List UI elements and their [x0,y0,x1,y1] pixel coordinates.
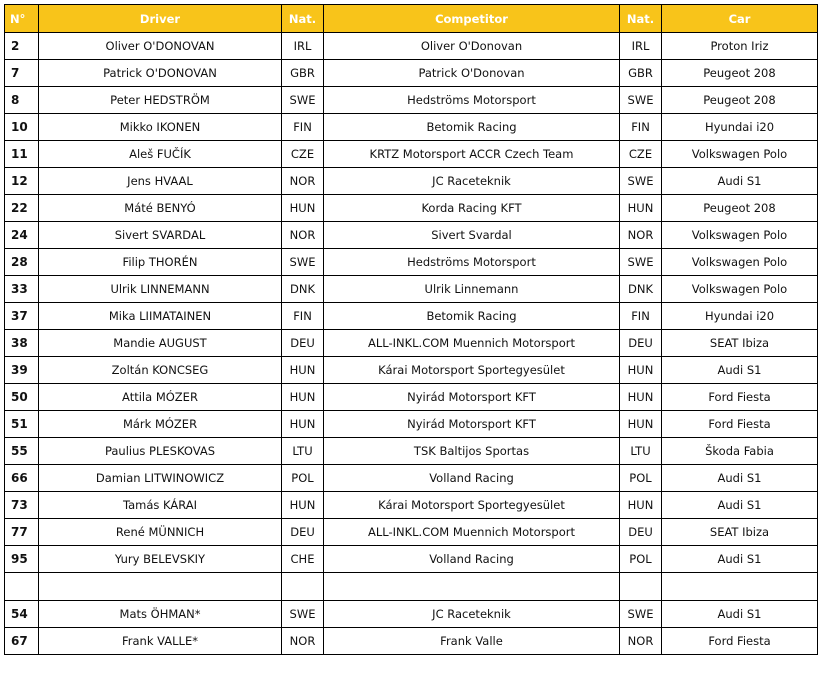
cell-car: SEAT Ibiza [662,519,818,546]
cell-competitor-nationality: SWE [620,168,662,195]
cell-number: 22 [5,195,39,222]
cell-number: 11 [5,141,39,168]
cell-car: Ford Fiesta [662,628,818,655]
table-row [5,573,818,601]
cell-competitor: JC Raceteknik [324,601,620,628]
cell-driver-nationality: NOR [282,628,324,655]
header-driver-nationality: Nat. [282,5,324,33]
cell-driver-nationality: SWE [282,87,324,114]
table-row [5,384,818,411]
cell-car: Volkswagen Polo [662,141,818,168]
cell-driver: Yury BELEVSKIY [39,546,282,573]
cell-number: 8 [5,87,39,114]
cell-competitor-nationality: POL [620,546,662,573]
cell-driver-nationality: HUN [282,411,324,438]
cell-car: Volkswagen Polo [662,276,818,303]
cell-driver-nationality: HUN [282,384,324,411]
cell-car: SEAT Ibiza [662,330,818,357]
cell-competitor-nationality: HUN [620,411,662,438]
cell-driver-nationality: CZE [282,141,324,168]
cell-driver-nationality: GBR [282,60,324,87]
cell-car: Peugeot 208 [662,195,818,222]
cell-competitor: ALL-INKL.COM Muennich Motorsport [324,330,620,357]
cell-competitor: Kárai Motorsport Sportegyesület [324,492,620,519]
cell-competitor: ALL-INKL.COM Muennich Motorsport [324,519,620,546]
cell-driver-nationality: IRL [282,33,324,60]
table-row [5,411,818,438]
cell-car: Peugeot 208 [662,87,818,114]
cell-car: Audi S1 [662,168,818,195]
table-row [5,168,818,195]
cell-competitor-nationality: POL [620,465,662,492]
cell-driver-nationality: HUN [282,195,324,222]
cell-number: 39 [5,357,39,384]
header-row [5,5,818,33]
entry-list-table-container [4,4,818,655]
header-driver: Driver [39,5,282,33]
cell-car: Hyundai i20 [662,303,818,330]
cell-car: Audi S1 [662,601,818,628]
cell-car [662,573,818,601]
cell-competitor-nationality: GBR [620,60,662,87]
cell-competitor-nationality: DEU [620,519,662,546]
cell-competitor: Korda Racing KFT [324,195,620,222]
cell-competitor: Kárai Motorsport Sportegyesület [324,357,620,384]
cell-car: Audi S1 [662,492,818,519]
cell-car: Audi S1 [662,465,818,492]
cell-competitor-nationality: NOR [620,222,662,249]
cell-driver-nationality: HUN [282,357,324,384]
cell-competitor-nationality: CZE [620,141,662,168]
cell-number: 77 [5,519,39,546]
cell-competitor: Betomik Racing [324,303,620,330]
cell-number: 7 [5,60,39,87]
cell-competitor [324,573,620,601]
cell-driver: Mika LIIMATAINEN [39,303,282,330]
cell-driver-nationality: SWE [282,601,324,628]
table-row [5,33,818,60]
cell-competitor: KRTZ Motorsport ACCR Czech Team [324,141,620,168]
cell-number [5,573,39,601]
table-row [5,357,818,384]
cell-competitor: Volland Racing [324,546,620,573]
cell-competitor-nationality: HUN [620,384,662,411]
cell-driver-nationality: POL [282,465,324,492]
cell-competitor: Ulrik Linnemann [324,276,620,303]
cell-competitor-nationality: SWE [620,87,662,114]
cell-driver: Paulius PLESKOVAS [39,438,282,465]
cell-number: 67 [5,628,39,655]
cell-car: Volkswagen Polo [662,222,818,249]
cell-number: 51 [5,411,39,438]
cell-driver [39,573,282,601]
cell-driver-nationality: HUN [282,492,324,519]
cell-driver: Mats ÖHMAN* [39,601,282,628]
cell-number: 50 [5,384,39,411]
cell-number: 73 [5,492,39,519]
table-row [5,465,818,492]
cell-car: Ford Fiesta [662,411,818,438]
cell-driver: René MÜNNICH [39,519,282,546]
table-row [5,438,818,465]
cell-driver-nationality: SWE [282,249,324,276]
cell-driver: Filip THORÉN [39,249,282,276]
header-number: N° [5,5,39,33]
cell-competitor: Oliver O'Donovan [324,33,620,60]
cell-competitor: Patrick O'Donovan [324,60,620,87]
cell-competitor-nationality: FIN [620,303,662,330]
cell-competitor: Volland Racing [324,465,620,492]
cell-car: Audi S1 [662,546,818,573]
cell-competitor-nationality: LTU [620,438,662,465]
table-row [5,628,818,655]
cell-number: 24 [5,222,39,249]
cell-competitor: TSK Baltijos Sportas [324,438,620,465]
cell-driver-nationality: FIN [282,303,324,330]
cell-driver: Márk MÓZER [39,411,282,438]
cell-driver-nationality: FIN [282,114,324,141]
cell-driver: Frank VALLE* [39,628,282,655]
cell-competitor-nationality: SWE [620,249,662,276]
cell-competitor-nationality: NOR [620,628,662,655]
cell-car: Volkswagen Polo [662,249,818,276]
cell-competitor: Frank Valle [324,628,620,655]
table-row [5,60,818,87]
header-competitor: Competitor [324,5,620,33]
cell-competitor-nationality: DEU [620,330,662,357]
cell-competitor-nationality: FIN [620,114,662,141]
cell-car: Škoda Fabia [662,438,818,465]
cell-driver: Zoltán KONCSEG [39,357,282,384]
table-row [5,330,818,357]
cell-number: 54 [5,601,39,628]
cell-competitor-nationality: HUN [620,492,662,519]
table-row [5,141,818,168]
cell-number: 12 [5,168,39,195]
table-row [5,519,818,546]
header-car: Car [662,5,818,33]
cell-driver: Mikko IKONEN [39,114,282,141]
cell-car: Proton Iriz [662,33,818,60]
table-row [5,114,818,141]
cell-competitor-nationality: HUN [620,195,662,222]
cell-driver: Jens HVAAL [39,168,282,195]
cell-competitor: Hedströms Motorsport [324,87,620,114]
cell-car: Hyundai i20 [662,114,818,141]
cell-driver: Aleš FUČÍK [39,141,282,168]
cell-number: 33 [5,276,39,303]
cell-driver: Patrick O'DONOVAN [39,60,282,87]
cell-number: 37 [5,303,39,330]
cell-driver-nationality: LTU [282,438,324,465]
table-row [5,249,818,276]
table-row [5,492,818,519]
cell-number: 66 [5,465,39,492]
cell-number: 95 [5,546,39,573]
cell-driver: Sivert SVARDAL [39,222,282,249]
table-row [5,601,818,628]
cell-driver: Damian LITWINOWICZ [39,465,282,492]
table-body [5,33,818,655]
cell-number: 28 [5,249,39,276]
cell-driver-nationality: DEU [282,519,324,546]
cell-number: 10 [5,114,39,141]
table-row [5,195,818,222]
cell-competitor: Hedströms Motorsport [324,249,620,276]
table-row [5,303,818,330]
cell-driver: Tamás KÁRAI [39,492,282,519]
cell-driver-nationality: NOR [282,222,324,249]
cell-car: Audi S1 [662,357,818,384]
cell-competitor-nationality: HUN [620,357,662,384]
cell-number: 38 [5,330,39,357]
cell-competitor: Sivert Svardal [324,222,620,249]
cell-competitor-nationality: SWE [620,601,662,628]
cell-competitor-nationality: IRL [620,33,662,60]
cell-number: 55 [5,438,39,465]
cell-car: Peugeot 208 [662,60,818,87]
table-row [5,87,818,114]
cell-driver: Máté BENYÓ [39,195,282,222]
cell-driver: Peter HEDSTRÖM [39,87,282,114]
cell-driver-nationality [282,573,324,601]
entry-list-table [4,4,818,655]
cell-driver-nationality: NOR [282,168,324,195]
header-competitor-nationality: Nat. [620,5,662,33]
cell-competitor-nationality: DNK [620,276,662,303]
cell-driver: Mandie AUGUST [39,330,282,357]
table-row [5,276,818,303]
cell-competitor-nationality [620,573,662,601]
cell-car: Ford Fiesta [662,384,818,411]
cell-number: 2 [5,33,39,60]
cell-competitor: JC Raceteknik [324,168,620,195]
cell-competitor: Nyirád Motorsport KFT [324,384,620,411]
cell-competitor: Betomik Racing [324,114,620,141]
table-row [5,222,818,249]
cell-driver-nationality: DNK [282,276,324,303]
cell-driver-nationality: DEU [282,330,324,357]
table-row [5,546,818,573]
cell-driver: Oliver O'DONOVAN [39,33,282,60]
cell-driver: Ulrik LINNEMANN [39,276,282,303]
cell-driver: Attila MÓZER [39,384,282,411]
cell-competitor: Nyirád Motorsport KFT [324,411,620,438]
cell-driver-nationality: CHE [282,546,324,573]
